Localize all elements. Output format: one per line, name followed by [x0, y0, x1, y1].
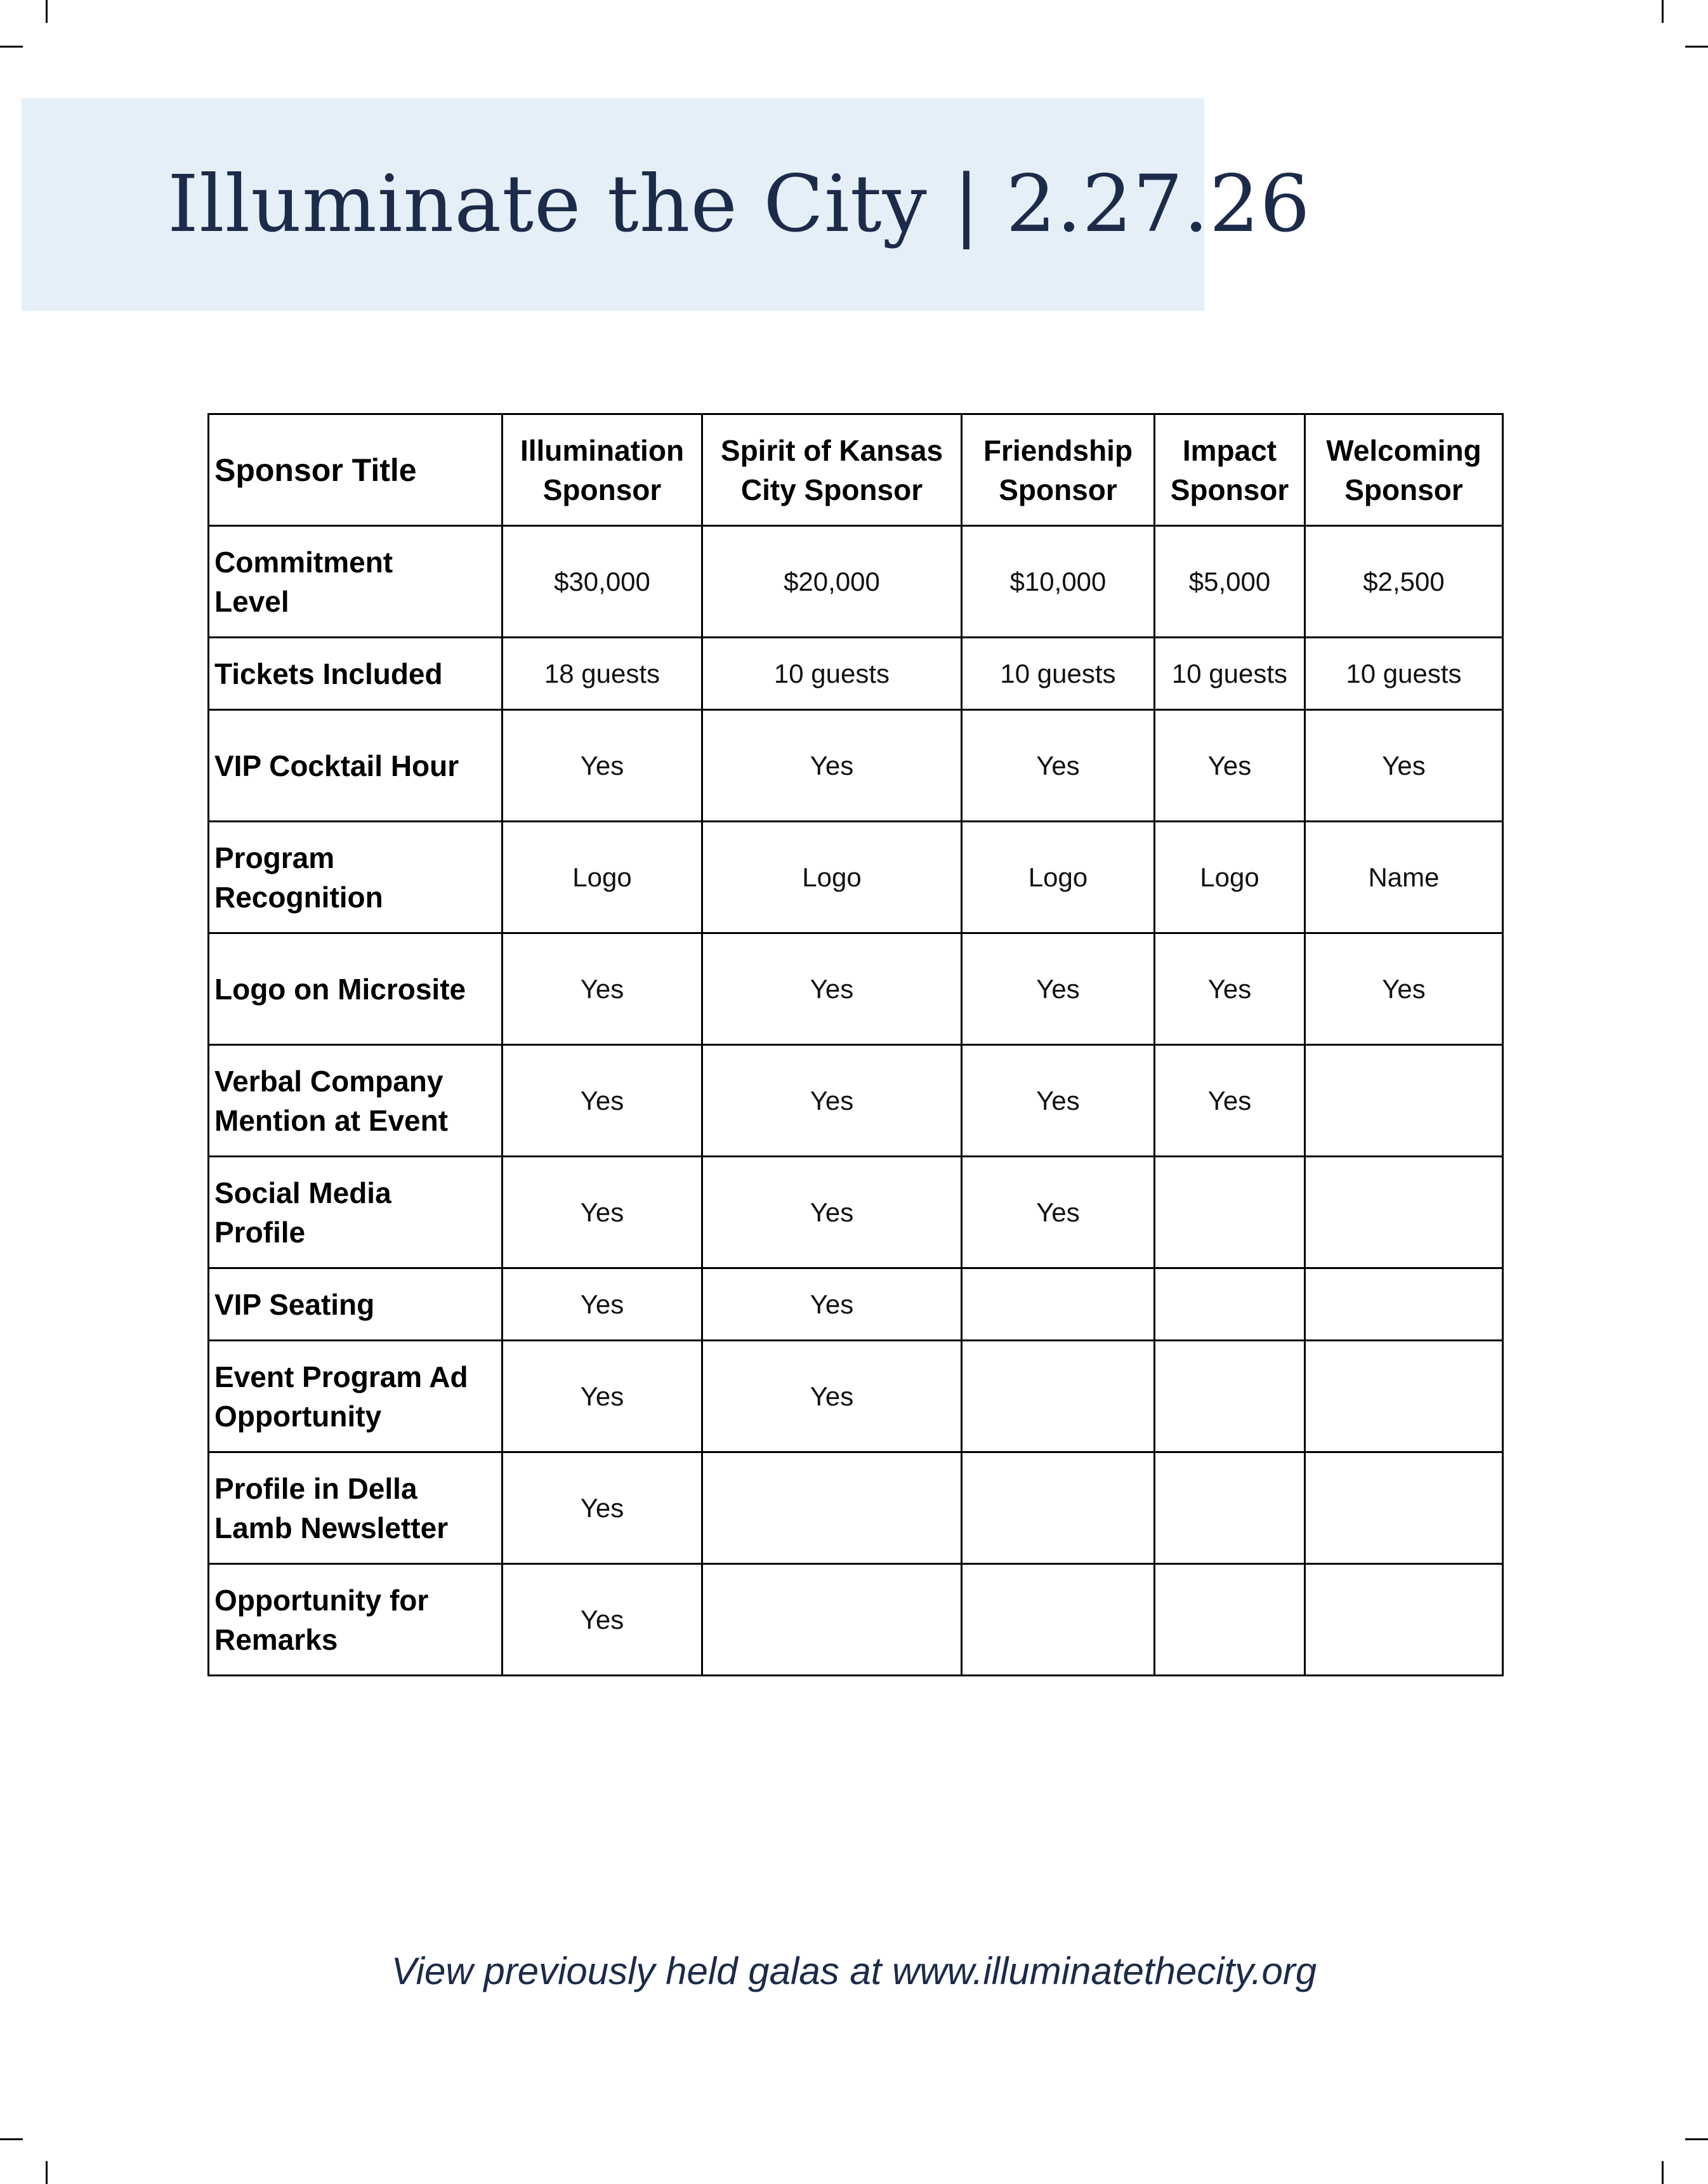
row-label-line: Lamb Newsletter — [214, 1511, 449, 1544]
crop-mark-bottom-left-v — [46, 2161, 48, 2184]
table-cell: Yes — [702, 1045, 962, 1157]
table-row — [209, 1452, 1503, 1564]
header-line: Illumination — [520, 433, 685, 467]
table-row — [209, 822, 1503, 933]
table-cell: Yes — [962, 1157, 1155, 1268]
table-cell: Logo — [1155, 822, 1305, 933]
table-cell — [1305, 1452, 1503, 1564]
table-cell: Yes — [702, 1157, 962, 1268]
header-line: Friendship — [983, 433, 1133, 467]
table-cell — [1155, 1564, 1305, 1676]
row-label-line: Mention at Event — [214, 1103, 449, 1137]
row-label — [209, 1564, 503, 1676]
header-line: Sponsor — [1344, 473, 1463, 506]
row-label-line: Remarks — [214, 1622, 338, 1656]
table-cell — [1305, 1341, 1503, 1452]
table-cell — [1155, 1157, 1305, 1268]
table-cell: Yes — [962, 933, 1155, 1045]
row-label-line: Profile — [214, 1215, 306, 1249]
table-cell: Yes — [503, 1452, 702, 1564]
row-label — [209, 638, 503, 710]
table-cell: Yes — [1305, 710, 1503, 822]
table-cell — [702, 1452, 962, 1564]
table-row — [209, 1268, 1503, 1341]
table-cell — [1155, 1341, 1305, 1452]
row-label — [209, 822, 503, 933]
table-cell: Yes — [702, 1341, 962, 1452]
row-label — [209, 1157, 503, 1268]
header-cell-spirit-of-kansas-city — [702, 414, 962, 526]
row-label — [209, 1452, 503, 1564]
row-label — [209, 1341, 503, 1452]
crop-mark-bottom-right-v — [1662, 2161, 1664, 2184]
table-cell: Name — [1305, 822, 1503, 933]
crop-mark-bottom-right-h — [1685, 2138, 1708, 2140]
row-label-line: Profile in Della — [214, 1471, 417, 1505]
table-cell: Yes — [702, 710, 962, 822]
table-cell: Yes — [702, 1268, 962, 1341]
row-label — [209, 1045, 503, 1157]
header-line: Spirit of Kansas — [720, 433, 943, 467]
table-cell: $30,000 — [503, 526, 702, 638]
table-row — [209, 638, 1503, 710]
header-cell-impact — [1155, 414, 1305, 526]
table-cell: 18 guests — [503, 638, 702, 710]
table-cell — [1305, 1157, 1503, 1268]
table-cell: 10 guests — [1155, 638, 1305, 710]
row-label — [209, 933, 503, 1045]
row-label-line: Program — [214, 841, 335, 874]
table-cell — [1155, 1452, 1305, 1564]
header-cell-welcoming — [1305, 414, 1503, 526]
header-line: City Sponsor — [740, 473, 923, 506]
title-band — [22, 98, 1311, 311]
table-row — [209, 1341, 1503, 1452]
table-row — [209, 933, 1503, 1045]
table-cell: Yes — [962, 1045, 1155, 1157]
table-cell: Yes — [702, 933, 962, 1045]
table-cell — [962, 1341, 1155, 1452]
table-cell: Yes — [503, 1268, 702, 1341]
table-header-row — [209, 414, 1503, 526]
table-cell: Logo — [702, 822, 962, 933]
table-cell: $20,000 — [702, 526, 962, 638]
table-cell: Yes — [1155, 1045, 1305, 1157]
table-cell — [962, 1564, 1155, 1676]
crop-mark-top-right-v — [1662, 0, 1664, 23]
table-row — [209, 526, 1503, 638]
header-cell-sponsor-title — [209, 414, 503, 526]
table-cell — [962, 1268, 1155, 1341]
table-cell — [1305, 1045, 1503, 1157]
table-cell — [962, 1452, 1155, 1564]
table-cell: Yes — [503, 1341, 702, 1452]
table-row — [209, 1045, 1503, 1157]
row-label-line: Verbal Company — [214, 1064, 443, 1098]
table-cell — [1305, 1268, 1503, 1341]
crop-mark-top-left-h — [0, 46, 23, 48]
table-cell — [1305, 1564, 1503, 1676]
table-cell: $10,000 — [962, 526, 1155, 638]
table-cell — [1155, 1268, 1305, 1341]
table-cell: Yes — [1155, 933, 1305, 1045]
table-row — [209, 710, 1503, 822]
row-label-line: VIP Seating — [214, 1287, 375, 1321]
header-line: Sponsor — [1170, 473, 1289, 506]
footer-website-note: View previously held galas at www.illuminatethecity.org — [391, 1950, 1317, 1992]
table-cell: Yes — [1155, 710, 1305, 822]
table-cell: 10 guests — [962, 638, 1155, 710]
crop-mark-top-right-h — [1685, 46, 1708, 48]
table-cell: 10 guests — [1305, 638, 1503, 710]
table-cell — [702, 1564, 962, 1676]
page-title: Illuminate the City | 2.27.26 — [168, 159, 1311, 250]
row-label-line: VIP Cocktail Hour — [214, 749, 459, 782]
row-label-line: Opportunity for — [214, 1583, 429, 1617]
header-cell-illumination — [503, 414, 702, 526]
table-cell: Logo — [503, 822, 702, 933]
table-cell: Yes — [503, 710, 702, 822]
header-cell-friendship — [962, 414, 1155, 526]
row-label-line: Logo on Microsite — [214, 972, 466, 1006]
header-line: Welcoming — [1326, 433, 1481, 467]
table-cell: Yes — [1305, 933, 1503, 1045]
row-label-line: Event Program Ad — [214, 1360, 468, 1393]
table-cell: $5,000 — [1155, 526, 1305, 638]
table-cell: Logo — [962, 822, 1155, 933]
row-label — [209, 526, 503, 638]
row-label-line: Tickets Included — [214, 657, 443, 690]
row-label-line: Recognition — [214, 880, 383, 914]
table-cell: Yes — [503, 933, 702, 1045]
sponsorship-table — [207, 413, 1504, 1676]
table-row — [209, 1564, 1503, 1676]
table-cell: Yes — [503, 1157, 702, 1268]
table-cell: $2,500 — [1305, 526, 1503, 638]
table-cell: Yes — [503, 1045, 702, 1157]
row-label-line: Level — [214, 584, 289, 618]
table-cell: Yes — [962, 710, 1155, 822]
row-label-line: Opportunity — [214, 1399, 382, 1433]
header-label: Sponsor Title — [214, 452, 417, 488]
header-line: Sponsor — [999, 473, 1117, 506]
header-line: Impact — [1182, 433, 1277, 467]
table-row — [209, 1157, 1503, 1268]
table-cell: 10 guests — [702, 638, 962, 710]
row-label-line: Commitment — [214, 545, 393, 579]
row-label-line: Social Media — [214, 1176, 391, 1209]
crop-mark-bottom-left-h — [0, 2138, 23, 2140]
row-label — [209, 710, 503, 822]
header-line: Sponsor — [542, 473, 662, 506]
crop-mark-top-left-v — [46, 0, 48, 23]
row-label — [209, 1268, 503, 1341]
table-cell: Yes — [503, 1564, 702, 1676]
